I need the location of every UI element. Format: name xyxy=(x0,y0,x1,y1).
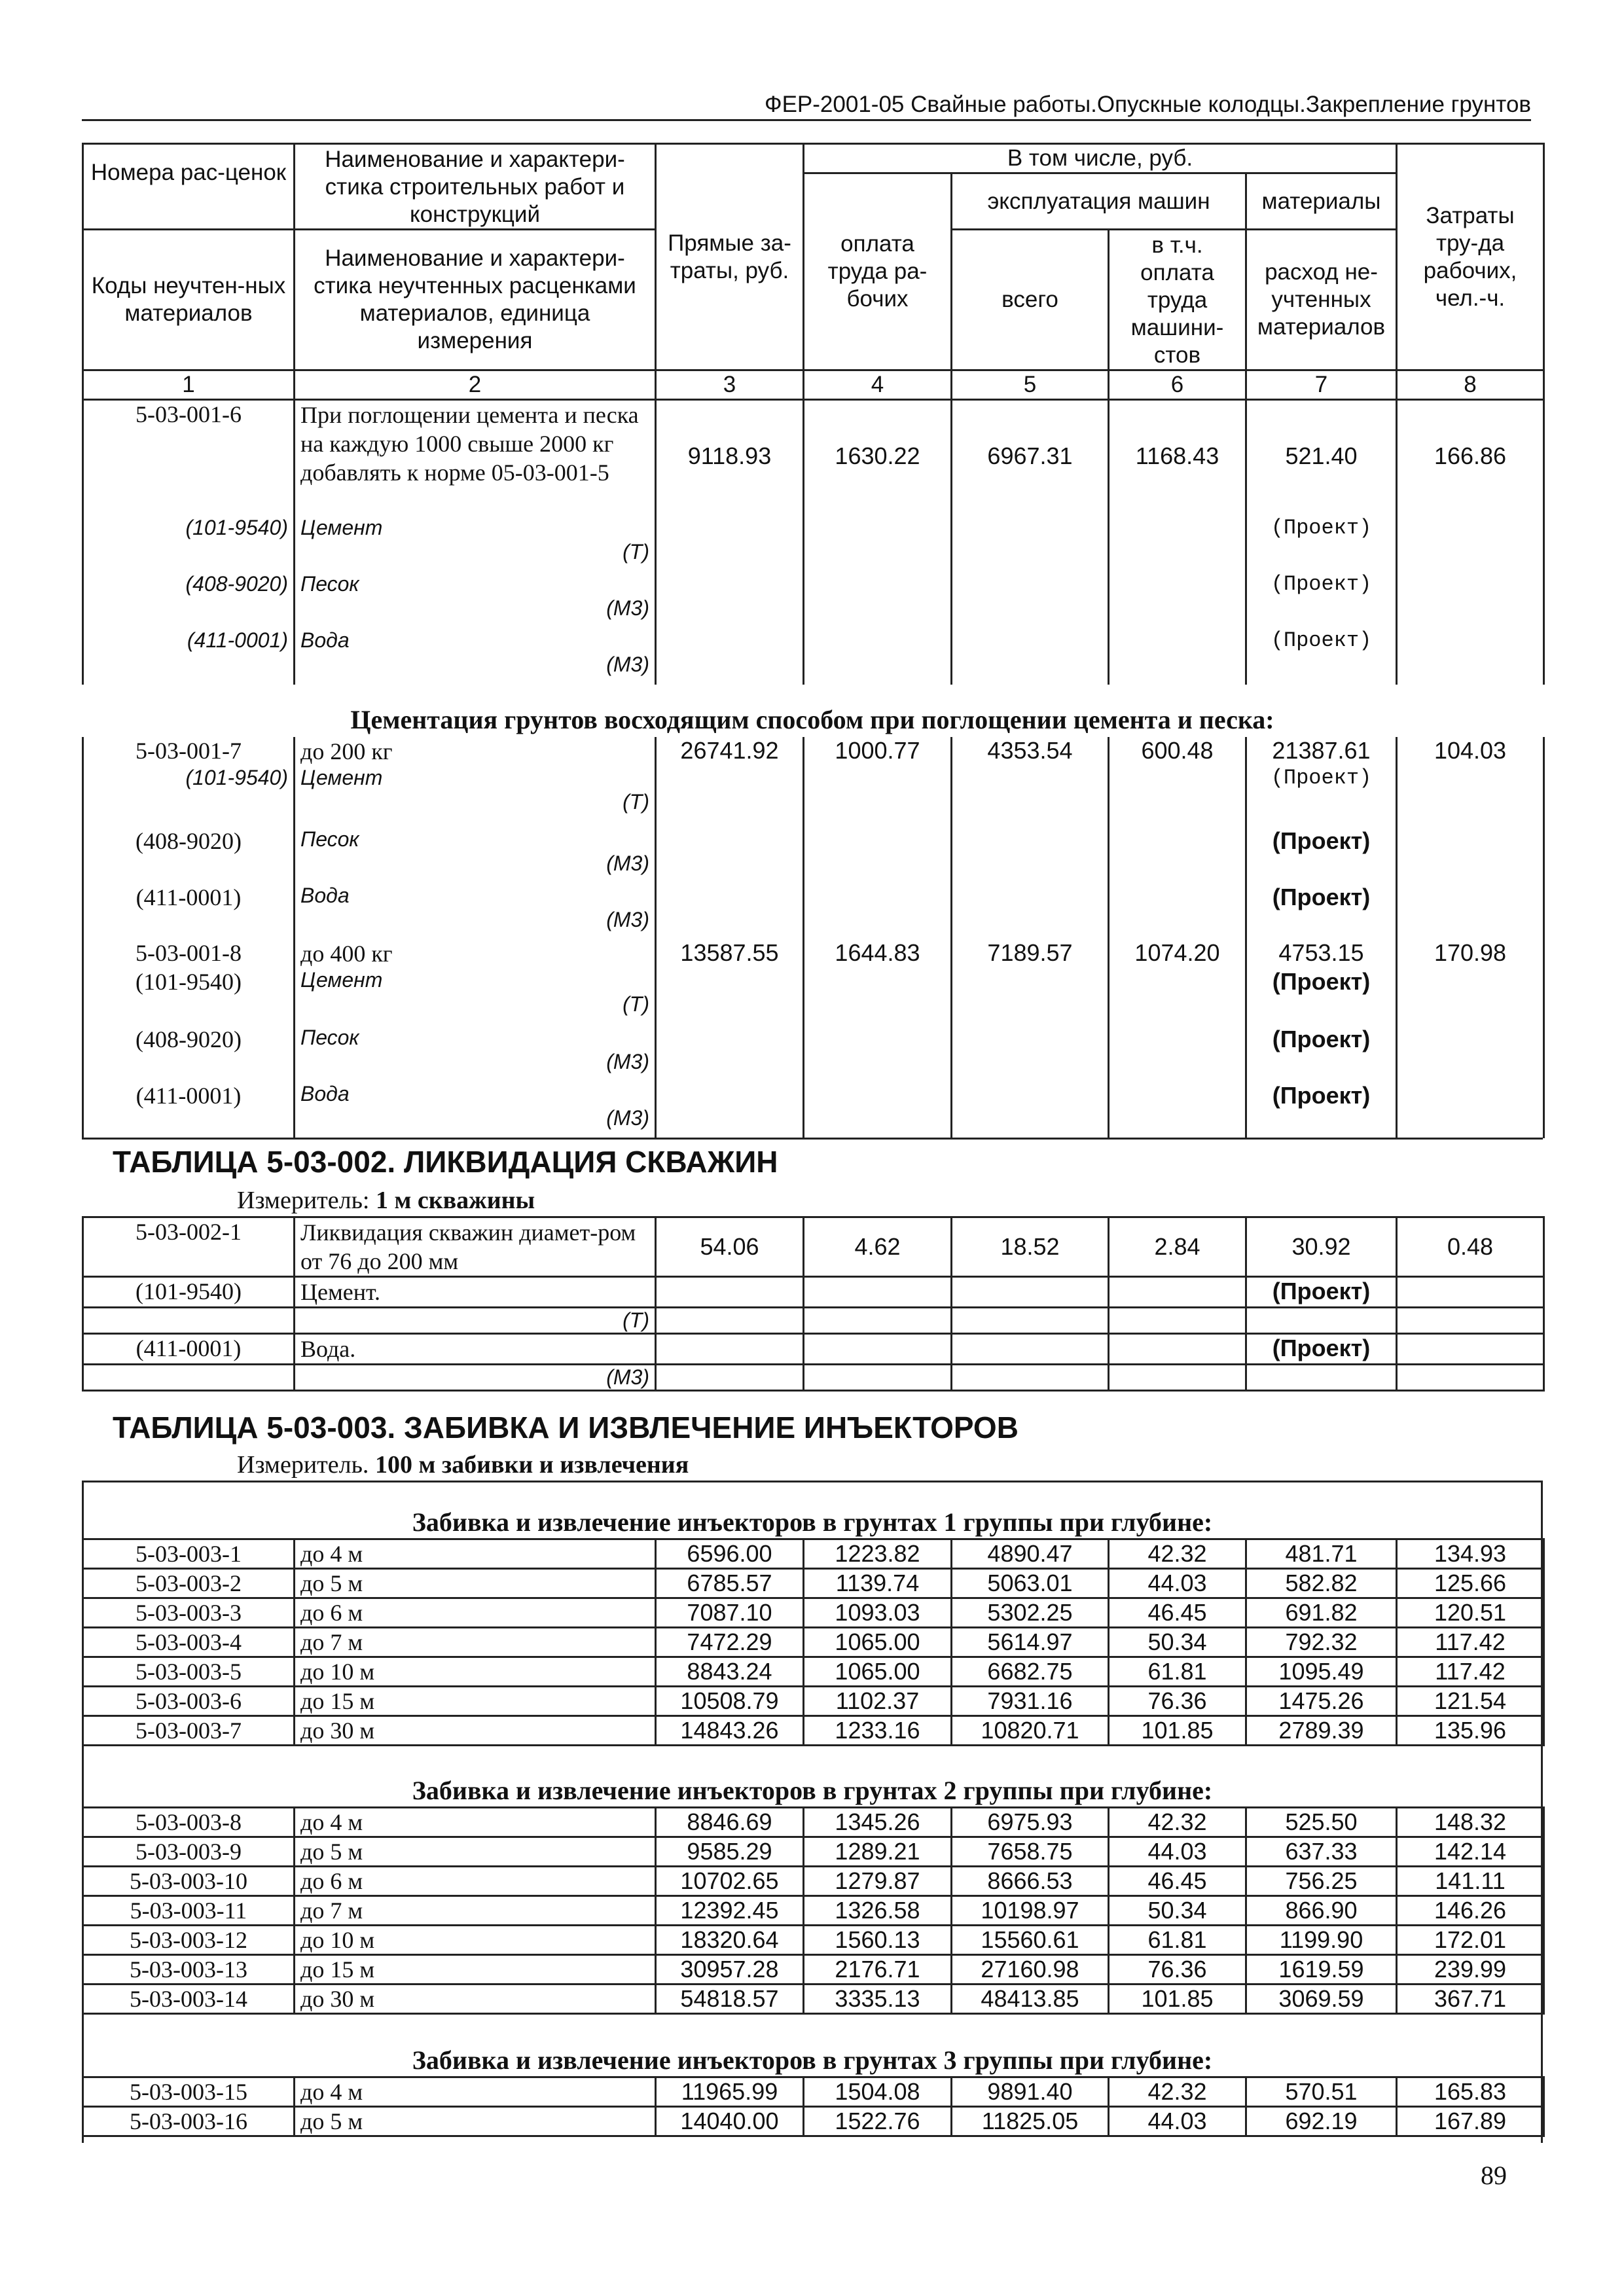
direct-cost: 6596.00 xyxy=(656,1539,804,1569)
labor-cost: 1630.22 xyxy=(804,401,952,516)
machine-cost: 7189.57 xyxy=(952,939,1109,968)
machine-cost: 7931.16 xyxy=(952,1687,1109,1716)
measurer-value: 100 м забивки и извлечения xyxy=(374,1451,689,1479)
column-numbers-row xyxy=(83,370,1544,400)
rate-code: 5-03-003-16 xyxy=(83,2107,295,2136)
rate-code: 5-03-003-6 xyxy=(83,1687,295,1716)
col-number: 4 xyxy=(804,370,952,400)
machinist-cost: 1074.20 xyxy=(1109,939,1246,968)
rate-code: 5-03-003-14 xyxy=(83,1985,295,2014)
depth: до 6 м xyxy=(295,1598,656,1628)
material-code: (411-0001) xyxy=(83,1082,295,1138)
col8-header: Затраты тру-да рабочих, чел.-ч. xyxy=(1397,144,1544,370)
material-name: Вода xyxy=(300,1082,350,1105)
col-number: 6 xyxy=(1109,370,1246,400)
col-number: 3 xyxy=(656,370,804,400)
table-row xyxy=(83,1837,1544,1867)
machine-cost: 15560.61 xyxy=(952,1926,1109,1955)
material-cell xyxy=(295,766,656,827)
machinist-cost: 44.03 xyxy=(1109,2107,1246,2136)
table-row xyxy=(83,2077,1544,2107)
labor-cost: 1065.00 xyxy=(804,1628,952,1657)
material-code: (101-9540) xyxy=(83,766,295,827)
table-row xyxy=(83,1985,1544,2014)
materials-cost: 1095.49 xyxy=(1246,1657,1397,1687)
machinist-cost: 50.34 xyxy=(1109,1896,1246,1926)
materials-cost: 691.82 xyxy=(1246,1598,1397,1628)
material-value: (Проект) xyxy=(1246,516,1397,572)
machinist-cost: 61.81 xyxy=(1109,1926,1246,1955)
rate-code: 5-03-002-1 xyxy=(83,1217,295,1277)
material-unit: (Т) xyxy=(295,1308,656,1334)
rate-description: до 200 кг xyxy=(295,737,656,766)
material-name: Цемент xyxy=(300,766,383,789)
measurer-label: Измеритель: xyxy=(237,1187,370,1214)
labor-hours: 104.03 xyxy=(1397,737,1544,766)
labor-cost: 1102.37 xyxy=(804,1687,952,1716)
labor-cost: 4.62 xyxy=(804,1217,952,1277)
material-value: (Проект) xyxy=(1246,884,1397,940)
table-row xyxy=(83,1569,1544,1598)
material-name: Вода xyxy=(300,628,350,652)
group-heading: Забивка и извлечение инъекторов в грунтах 2 группы при глубине: xyxy=(412,1776,1213,1805)
material-cell xyxy=(295,572,656,628)
labor-cost: 1644.83 xyxy=(804,939,952,968)
materials-cost: 637.33 xyxy=(1246,1837,1397,1867)
direct-cost: 10702.65 xyxy=(656,1867,804,1896)
labor-hours: 117.42 xyxy=(1397,1628,1544,1657)
materials-cost: 1199.90 xyxy=(1246,1926,1397,1955)
machinist-cost: 44.03 xyxy=(1109,1569,1246,1598)
labor-cost: 1560.13 xyxy=(804,1926,952,1955)
direct-cost: 18320.64 xyxy=(656,1926,804,1955)
direct-cost: 26741.92 xyxy=(656,737,804,766)
direct-cost: 7472.29 xyxy=(656,1628,804,1657)
labor-cost: 1345.26 xyxy=(804,1808,952,1837)
labor-cost: 1233.16 xyxy=(804,1716,952,1746)
labor-cost: 1279.87 xyxy=(804,1867,952,1896)
direct-cost: 10508.79 xyxy=(656,1687,804,1716)
table-row xyxy=(83,1539,1544,1569)
materials-cost: 481.71 xyxy=(1246,1539,1397,1569)
material-code: (101-9540) xyxy=(83,1277,295,1308)
material-value: (Проект) xyxy=(1246,1026,1397,1082)
material-unit: (М3) xyxy=(606,852,649,875)
direct-cost: 12392.45 xyxy=(656,1896,804,1926)
materials-cost: 756.25 xyxy=(1246,1867,1397,1896)
rate-block-5-03-001-7 xyxy=(82,737,1545,940)
depth: до 30 м xyxy=(295,1716,656,1746)
col1-bottom-header: Коды неучтен-ных материалов xyxy=(83,230,295,370)
material-value: (Проект) xyxy=(1246,968,1397,1026)
rate-code: 5-03-003-11 xyxy=(83,1896,295,1926)
table-row xyxy=(83,1926,1544,1955)
material-unit: (М3) xyxy=(606,908,649,931)
rate-code: 5-03-001-7 xyxy=(83,737,295,766)
direct-cost: 54818.57 xyxy=(656,1985,804,2014)
labor-cost: 1522.76 xyxy=(804,2107,952,2136)
materials-cost: 582.82 xyxy=(1246,1569,1397,1598)
rate-table-5-03-002 xyxy=(82,1216,1545,1392)
group-table xyxy=(82,1538,1545,1746)
materials-cost: 21387.61 xyxy=(1246,737,1397,766)
table-title-5-03-002: ТАБЛИЦА 5-03-002. ЛИКВИДАЦИЯ СКВАЖИН xyxy=(113,1145,778,1179)
group-table xyxy=(82,1806,1545,2015)
rate-code: 5-03-001-6 xyxy=(83,401,295,516)
measurer-5-03-003 xyxy=(237,1450,689,1479)
rate-code: 5-03-003-10 xyxy=(83,1867,295,1896)
material-code: (408-9020) xyxy=(83,827,295,884)
machinist-cost: 101.85 xyxy=(1109,1716,1246,1746)
labor-hours: 367.71 xyxy=(1397,1985,1544,2014)
depth: до 30 м xyxy=(295,1985,656,2014)
direct-cost: 8843.24 xyxy=(656,1657,804,1687)
rate-block-5-03-001-8 xyxy=(82,939,1545,1138)
machine-cost: 5063.01 xyxy=(952,1569,1109,1598)
machine-cost: 27160.98 xyxy=(952,1955,1109,1985)
material-name: Вода xyxy=(300,884,350,907)
machines-header: эксплуатация машин xyxy=(952,173,1246,230)
material-name: Цемент. xyxy=(295,1277,656,1308)
material-cell xyxy=(295,1026,656,1082)
divider xyxy=(82,1138,1543,1140)
col-number: 1 xyxy=(83,370,295,400)
machine-cost: 9891.40 xyxy=(952,2077,1109,2107)
material-cell xyxy=(295,1082,656,1138)
machinist-cost: 42.32 xyxy=(1109,1808,1246,1837)
table-row xyxy=(83,1628,1544,1657)
labor-cost: 2176.71 xyxy=(804,1955,952,1985)
incl-header: В том числе, руб. xyxy=(804,144,1397,173)
labor-hours: 166.86 xyxy=(1397,401,1544,516)
depth: до 4 м xyxy=(295,2077,656,2107)
col3-header: Прямые за-траты, руб. xyxy=(656,144,804,370)
materials-cost: 3069.59 xyxy=(1246,1985,1397,2014)
material-cell xyxy=(295,628,656,685)
labor-hours: 165.83 xyxy=(1397,2077,1544,2107)
material-name: Песок xyxy=(300,572,359,596)
direct-cost: 9585.29 xyxy=(656,1837,804,1867)
material-name: Вода. xyxy=(295,1334,656,1365)
depth: до 5 м xyxy=(295,1837,656,1867)
col-number: 7 xyxy=(1246,370,1397,400)
machine-cost: 6967.31 xyxy=(952,401,1109,516)
col-number: 2 xyxy=(295,370,656,400)
table-row xyxy=(83,1867,1544,1896)
rate-block-5-03-001-6 xyxy=(82,401,1545,685)
materials-cost: 2789.39 xyxy=(1246,1716,1397,1746)
machine-cost: 10820.71 xyxy=(952,1716,1109,1746)
labor-hours: 172.01 xyxy=(1397,1926,1544,1955)
table-row xyxy=(83,2107,1544,2136)
material-code: (411-0001) xyxy=(83,884,295,940)
rate-code: 5-03-003-1 xyxy=(83,1539,295,1569)
material-cell xyxy=(295,516,656,572)
rate-code: 5-03-003-2 xyxy=(83,1569,295,1598)
labor-hours: 135.96 xyxy=(1397,1716,1544,1746)
labor-hours: 0.48 xyxy=(1397,1217,1544,1277)
labor-cost: 1326.58 xyxy=(804,1896,952,1926)
materials-cost: 1475.26 xyxy=(1246,1687,1397,1716)
labor-hours: 125.66 xyxy=(1397,1569,1544,1598)
material-value: (Проект) xyxy=(1246,766,1397,827)
group-table xyxy=(82,2076,1545,2137)
labor-cost: 1223.82 xyxy=(804,1539,952,1569)
machinist-cost: 1168.43 xyxy=(1109,401,1246,516)
direct-cost: 6785.57 xyxy=(656,1569,804,1598)
machine-cost: 5614.97 xyxy=(952,1628,1109,1657)
measurer-label: Измеритель. xyxy=(237,1451,369,1479)
materials-cost: 4753.15 xyxy=(1246,939,1397,968)
labor-hours: 148.32 xyxy=(1397,1808,1544,1837)
labor-hours: 142.14 xyxy=(1397,1837,1544,1867)
machine-cost: 4353.54 xyxy=(952,737,1109,766)
rate-code: 5-03-003-3 xyxy=(83,1598,295,1628)
col1-top-header: Номера рас-ценок xyxy=(83,144,295,230)
material-name: Цемент xyxy=(300,968,383,992)
machinist-cost: 101.85 xyxy=(1109,1985,1246,2014)
group-heading-cementation: Цементация грунтов восходящим способом при поглощении цемента и песка: xyxy=(350,705,1274,734)
machine-cost: 4890.47 xyxy=(952,1539,1109,1569)
column-header-table xyxy=(82,143,1545,401)
table-row xyxy=(83,1598,1544,1628)
col6-header: в т.ч. оплата труда машини-стов xyxy=(1109,230,1246,370)
rate-code: 5-03-003-13 xyxy=(83,1955,295,1985)
machinist-cost: 46.45 xyxy=(1109,1598,1246,1628)
materials-cost: 866.90 xyxy=(1246,1896,1397,1926)
depth: до 15 м xyxy=(295,1955,656,1985)
direct-cost: 30957.28 xyxy=(656,1955,804,1985)
labor-cost: 1093.03 xyxy=(804,1598,952,1628)
material-name: Песок xyxy=(300,827,359,851)
direct-cost: 13587.55 xyxy=(656,939,804,968)
col2-top-header: Наименование и характери-стика строительных работ и конструкций xyxy=(295,144,656,230)
machine-cost: 6682.75 xyxy=(952,1657,1109,1687)
machinist-cost: 61.81 xyxy=(1109,1657,1246,1687)
machinist-cost: 76.36 xyxy=(1109,1955,1246,1985)
machine-cost: 8666.53 xyxy=(952,1867,1109,1896)
material-value: (Проект) xyxy=(1246,628,1397,685)
group-heading: Забивка и извлечение инъекторов в грунтах 1 группы при глубине: xyxy=(412,1507,1213,1537)
material-value: (Проект) xyxy=(1246,1082,1397,1138)
labor-cost: 1000.77 xyxy=(804,737,952,766)
material-unit: (Т) xyxy=(623,540,649,564)
material-unit: (М3) xyxy=(606,1050,649,1073)
material-value: (Проект) xyxy=(1246,572,1397,628)
depth: до 5 м xyxy=(295,1569,656,1598)
direct-cost: 7087.10 xyxy=(656,1598,804,1628)
machine-cost: 11825.05 xyxy=(952,2107,1109,2136)
labor-cost: 3335.13 xyxy=(804,1985,952,2014)
material-unit: (М3) xyxy=(295,1365,656,1391)
machine-cost: 48413.85 xyxy=(952,1985,1109,2014)
labor-hours: 120.51 xyxy=(1397,1598,1544,1628)
material-value: (Проект) xyxy=(1246,1334,1397,1365)
material-value: (Проект) xyxy=(1246,1277,1397,1308)
rate-description: до 400 кг xyxy=(295,939,656,968)
material-unit: (М3) xyxy=(606,596,649,620)
labor-hours: 121.54 xyxy=(1397,1687,1544,1716)
rate-description: При поглощении цемента и песка на каждую 1000 свыше 2000 кг добавлять к норме 05-03-001-5 xyxy=(295,401,656,516)
labor-hours: 146.26 xyxy=(1397,1896,1544,1926)
machinist-cost: 42.32 xyxy=(1109,1539,1246,1569)
depth: до 10 м xyxy=(295,1926,656,1955)
measurer-value: 1 м скважины xyxy=(376,1187,535,1214)
col4-header: оплата труда ра-бочих xyxy=(804,173,952,370)
machine-cost: 10198.97 xyxy=(952,1896,1109,1926)
materials-cost: 1619.59 xyxy=(1246,1955,1397,1985)
measurer-5-03-002 xyxy=(237,1186,535,1215)
labor-hours: 170.98 xyxy=(1397,939,1544,968)
direct-cost: 11965.99 xyxy=(656,2077,804,2107)
material-code: (411-0001) xyxy=(83,1334,295,1365)
table-row xyxy=(83,1808,1544,1837)
machine-cost: 5302.25 xyxy=(952,1598,1109,1628)
material-code: (411-0001) xyxy=(83,628,295,685)
group-heading: Забивка и извлечение инъекторов в грунтах 3 группы при глубине: xyxy=(412,2045,1213,2075)
depth: до 7 м xyxy=(295,1628,656,1657)
material-unit: (М3) xyxy=(606,1106,649,1130)
machinist-cost: 600.48 xyxy=(1109,737,1246,766)
rate-code: 5-03-003-9 xyxy=(83,1837,295,1867)
machinist-cost: 44.03 xyxy=(1109,1837,1246,1867)
machine-cost: 6975.93 xyxy=(952,1808,1109,1837)
machinist-cost: 46.45 xyxy=(1109,1867,1246,1896)
col-number: 5 xyxy=(952,370,1109,400)
material-code: (101-9540) xyxy=(83,968,295,1026)
page-number: 89 xyxy=(1481,2161,1507,2190)
running-header: ФЕР-2001-05 Свайные работы.Опускные колодцы.Закрепление грунтов xyxy=(82,90,1531,121)
labor-hours: 239.99 xyxy=(1397,1955,1544,1985)
col-number: 8 xyxy=(1397,370,1544,400)
rate-code: 5-03-003-12 xyxy=(83,1926,295,1955)
labor-cost: 1504.08 xyxy=(804,2077,952,2107)
rate-description: Ликвидация скважин диамет-ром от 76 до 200 мм xyxy=(295,1217,656,1277)
col2-bottom-header: Наименование и характери-стика неучтенных расценками материалов, единица измерения xyxy=(295,230,656,370)
material-unit: (М3) xyxy=(606,653,649,676)
materials-header: материалы xyxy=(1246,173,1397,230)
material-code: (101-9540) xyxy=(83,516,295,572)
table-title-5-03-003: ТАБЛИЦА 5-03-003. ЗАБИВКА И ИЗВЛЕЧЕНИЕ ИНЪЕКТОРОВ xyxy=(113,1410,1019,1445)
material-cell xyxy=(295,968,656,1026)
labor-cost: 1139.74 xyxy=(804,1569,952,1598)
depth: до 15 м xyxy=(295,1687,656,1716)
machinist-cost: 50.34 xyxy=(1109,1628,1246,1657)
direct-cost: 8846.69 xyxy=(656,1808,804,1837)
materials-cost: 30.92 xyxy=(1246,1217,1397,1277)
labor-hours: 117.42 xyxy=(1397,1657,1544,1687)
direct-cost: 14843.26 xyxy=(656,1716,804,1746)
material-code: (408-9020) xyxy=(83,572,295,628)
materials-cost: 692.19 xyxy=(1246,2107,1397,2136)
machine-cost: 18.52 xyxy=(952,1217,1109,1277)
material-name: Песок xyxy=(300,1026,359,1049)
materials-cost: 792.32 xyxy=(1246,1628,1397,1657)
machinist-cost: 2.84 xyxy=(1109,1217,1246,1277)
table-row xyxy=(83,1687,1544,1716)
direct-cost: 14040.00 xyxy=(656,2107,804,2136)
materials-cost: 521.40 xyxy=(1246,401,1397,516)
materials-cost: 525.50 xyxy=(1246,1808,1397,1837)
labor-cost: 1289.21 xyxy=(804,1837,952,1867)
table-row xyxy=(83,1716,1544,1746)
depth: до 6 м xyxy=(295,1867,656,1896)
rate-code: 5-03-003-7 xyxy=(83,1716,295,1746)
table-row xyxy=(83,1896,1544,1926)
depth: до 4 м xyxy=(295,1539,656,1569)
rate-code: 5-03-003-4 xyxy=(83,1628,295,1657)
depth: до 10 м xyxy=(295,1657,656,1687)
material-code: (408-9020) xyxy=(83,1026,295,1082)
rate-code: 5-03-003-5 xyxy=(83,1657,295,1687)
labor-hours: 134.93 xyxy=(1397,1539,1544,1569)
col7-header: расход не-учтенных материалов xyxy=(1246,230,1397,370)
material-cell xyxy=(295,884,656,940)
direct-cost: 9118.93 xyxy=(656,401,804,516)
material-value: (Проект) xyxy=(1246,827,1397,884)
material-unit: (Т) xyxy=(623,790,649,814)
depth: до 7 м xyxy=(295,1896,656,1926)
machinist-cost: 42.32 xyxy=(1109,2077,1246,2107)
machinist-cost: 76.36 xyxy=(1109,1687,1246,1716)
rate-code: 5-03-001-8 xyxy=(83,939,295,968)
labor-cost: 1065.00 xyxy=(804,1657,952,1687)
table-row xyxy=(83,1955,1544,1985)
material-cell xyxy=(295,827,656,884)
materials-cost: 570.51 xyxy=(1246,2077,1397,2107)
col5-header: всего xyxy=(952,230,1109,370)
labor-hours: 167.89 xyxy=(1397,2107,1544,2136)
material-name: Цемент xyxy=(300,516,383,539)
rate-code: 5-03-003-15 xyxy=(83,2077,295,2107)
depth: до 4 м xyxy=(295,1808,656,1837)
direct-cost: 54.06 xyxy=(656,1217,804,1277)
labor-hours: 141.11 xyxy=(1397,1867,1544,1896)
table-row xyxy=(83,1657,1544,1687)
rate-code: 5-03-003-8 xyxy=(83,1808,295,1837)
depth: до 5 м xyxy=(295,2107,656,2136)
material-unit: (Т) xyxy=(623,992,649,1016)
machine-cost: 7658.75 xyxy=(952,1837,1109,1867)
